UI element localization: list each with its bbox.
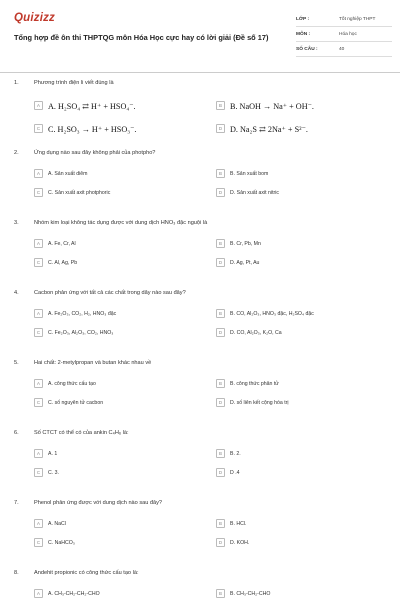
question-header xyxy=(0,290,400,304)
question-text: Ứng dụng nào sau đây không phải của photpho? xyxy=(34,150,156,156)
option-letter-box: A xyxy=(34,379,43,388)
meta-row-class xyxy=(296,12,392,27)
question-header xyxy=(0,80,400,94)
answer-option-c[interactable] xyxy=(34,398,216,407)
answer-option-d[interactable] xyxy=(216,328,398,337)
question-text: Số CTCT có thể có của ankin C₄H₆ là: xyxy=(34,430,129,436)
question-header xyxy=(0,220,400,234)
option-letter-box: A xyxy=(34,449,43,458)
option-text: D. số liên kết cộng hóa trị xyxy=(230,399,289,406)
option-row xyxy=(0,533,400,552)
question-number: 5. xyxy=(14,360,19,366)
question-text: Nhóm kim loại không tác dụng được với dung dịch HNO₃ đặc nguội là xyxy=(34,220,208,226)
option-text: A. CH₃-CH₂-CH₂-CHO xyxy=(48,590,100,597)
question-item xyxy=(0,80,400,150)
answer-option-b[interactable] xyxy=(216,239,398,248)
question-list xyxy=(0,80,400,600)
header-divider xyxy=(0,72,400,73)
question-text: Andehit propionic có công thức cấu tạo là: xyxy=(34,570,139,576)
answer-option-a[interactable] xyxy=(34,239,216,248)
question-header xyxy=(0,360,400,374)
answer-option-b[interactable] xyxy=(216,169,398,178)
option-text: B. Cr, Pb, Mn xyxy=(230,240,261,247)
answer-option-b[interactable] xyxy=(216,589,398,598)
answer-option-c[interactable] xyxy=(34,258,216,267)
meta-label: LỚP : xyxy=(296,16,310,22)
option-letter-box: D xyxy=(216,258,225,267)
option-letter-box: A xyxy=(34,589,43,598)
option-text: B. NaOH → Na⁺ + OH⁻. xyxy=(230,101,314,111)
question-text: Phương trình điện li viết đúng là xyxy=(34,80,114,86)
option-text: C. NaHCO₃ xyxy=(48,539,75,546)
option-letter-box: B xyxy=(216,101,225,110)
option-row xyxy=(0,164,400,183)
answer-option-a[interactable] xyxy=(34,101,216,111)
option-text: A. công thức cấu tạo xyxy=(48,380,96,387)
option-row xyxy=(0,183,400,202)
question-text: Hai chất: 2-metylpropan và butan khác nhau về xyxy=(34,360,152,366)
option-row xyxy=(0,94,400,117)
option-row xyxy=(0,393,400,412)
answer-option-d[interactable] xyxy=(216,124,398,134)
option-row xyxy=(0,514,400,533)
answer-option-c[interactable] xyxy=(34,188,216,197)
option-letter-box: D xyxy=(216,468,225,477)
answer-option-d[interactable] xyxy=(216,188,398,197)
option-text: C. Fe₂O₃, Al₂O₃, CO₂, HNO₃ xyxy=(48,329,114,336)
answer-option-b[interactable] xyxy=(216,379,398,388)
question-header xyxy=(0,430,400,444)
question-item xyxy=(0,500,400,570)
option-letter-box: B xyxy=(216,309,225,318)
option-letter-box: C xyxy=(34,328,43,337)
meta-value: Tốt nghiệp THPT xyxy=(339,16,376,22)
option-text: D .4 xyxy=(230,469,240,476)
option-text: B. CO, Al₂O₃, HNO₃ đặc, H₂SO₄ đặc xyxy=(230,310,314,317)
option-text: B. công thức phân tử xyxy=(230,380,279,387)
question-number: 8. xyxy=(14,570,19,576)
option-text: B. Sản xuất bom xyxy=(230,170,269,177)
option-text: C. số nguyên tử cacbon xyxy=(48,399,104,406)
option-row xyxy=(0,253,400,272)
option-letter-box: A xyxy=(34,101,43,110)
option-text: C. Sản xuất axit photphoric xyxy=(48,189,111,196)
option-letter-box: B xyxy=(216,519,225,528)
question-item xyxy=(0,220,400,290)
meta-table xyxy=(296,12,392,57)
option-text: D. KOH. xyxy=(230,539,250,546)
question-item xyxy=(0,570,400,600)
option-text: C. Al, Ag, Pb xyxy=(48,259,78,266)
option-letter-box: B xyxy=(216,239,225,248)
answer-option-d[interactable] xyxy=(216,468,398,477)
question-item xyxy=(0,150,400,220)
option-letter-box: D xyxy=(216,538,225,547)
question-number: 2. xyxy=(14,150,19,156)
option-row xyxy=(0,117,400,140)
answer-option-b[interactable] xyxy=(216,449,398,458)
answer-option-b[interactable] xyxy=(216,101,398,111)
question-header xyxy=(0,500,400,514)
option-letter-box: B xyxy=(216,169,225,178)
meta-value: Hóa học xyxy=(339,31,357,37)
option-text: A. NaCl xyxy=(48,520,66,527)
document-title: Tổng hợp đề ôn thi THPTQG môn Hóa Học cực hay có lời giải (Đề số 17) xyxy=(14,33,269,42)
option-letter-box: A xyxy=(34,169,43,178)
option-letter-box: A xyxy=(34,309,43,318)
meta-label: SỐ CÂU : xyxy=(296,46,318,52)
worksheet-header xyxy=(0,0,400,62)
option-text: A. H₂SO₄ ⇄ H⁺ + HSO₄⁻. xyxy=(48,101,136,111)
question-text: Cacbon phản ứng với tất cả các chất trong dãy nào sau đây? xyxy=(34,290,186,296)
option-letter-box: A xyxy=(34,519,43,528)
answer-option-a[interactable] xyxy=(34,169,216,178)
answer-option-a[interactable] xyxy=(34,519,216,528)
option-text: A. Fe, Cr, Al xyxy=(48,240,76,247)
option-letter-box: C xyxy=(34,468,43,477)
option-text: D. Na₂S ⇄ 2Na⁺ + S²⁻. xyxy=(230,124,308,134)
quizizz-logo: Quizizz xyxy=(14,12,56,24)
answer-option-d[interactable] xyxy=(216,398,398,407)
option-text: A. 1 xyxy=(48,450,58,457)
option-text: C. 3. xyxy=(48,469,59,476)
answer-option-a[interactable] xyxy=(34,589,216,598)
question-item xyxy=(0,360,400,430)
question-item xyxy=(0,430,400,500)
question-number: 4. xyxy=(14,290,19,296)
option-letter-box: B xyxy=(216,449,225,458)
option-letter-box: A xyxy=(34,239,43,248)
option-text: A. Fe₂O₃, CO₂, H₂, HNO₃ đặc xyxy=(48,310,117,317)
option-row xyxy=(0,234,400,253)
question-number: 3. xyxy=(14,220,19,226)
option-row xyxy=(0,374,400,393)
answer-option-a[interactable] xyxy=(34,379,216,388)
option-row xyxy=(0,584,400,600)
option-row xyxy=(0,323,400,342)
answer-option-d[interactable] xyxy=(216,258,398,267)
option-text: B. HCl. xyxy=(230,520,247,527)
answer-option-c[interactable] xyxy=(34,468,216,477)
answer-option-b[interactable] xyxy=(216,309,398,318)
option-letter-box: C xyxy=(34,188,43,197)
question-header xyxy=(0,570,400,584)
answer-option-a[interactable] xyxy=(34,309,216,318)
option-letter-box: D xyxy=(216,328,225,337)
option-text: C. H₂SO₃ → H⁺ + HSO₃⁻. xyxy=(48,124,137,134)
option-text: D. Ag, Pt, Au xyxy=(230,259,260,266)
question-number: 7. xyxy=(14,500,19,506)
meta-value: 40 xyxy=(339,46,345,52)
meta-label: MÔN : xyxy=(296,31,311,37)
question-item xyxy=(0,290,400,360)
answer-option-b[interactable] xyxy=(216,519,398,528)
option-row xyxy=(0,444,400,463)
answer-option-c[interactable] xyxy=(34,538,216,547)
question-number: 1. xyxy=(14,80,19,86)
option-text: D. Sản xuất axit nitric xyxy=(230,189,280,196)
option-row xyxy=(0,304,400,323)
question-text: Phenol phản ứng được với dung dịch nào sau đây? xyxy=(34,500,163,506)
option-row xyxy=(0,463,400,482)
question-number: 6. xyxy=(14,430,19,436)
option-letter-box: C xyxy=(34,258,43,267)
option-letter-box: C xyxy=(34,124,43,133)
meta-row-question-count xyxy=(296,42,392,57)
option-letter-box: D xyxy=(216,124,225,133)
answer-option-c[interactable] xyxy=(34,124,216,134)
option-letter-box: D xyxy=(216,398,225,407)
option-letter-box: D xyxy=(216,188,225,197)
answer-option-a[interactable] xyxy=(34,449,216,458)
answer-option-c[interactable] xyxy=(34,328,216,337)
option-text: D. CO, Al₂O₃, K₂O, Ca xyxy=(230,329,282,336)
answer-option-d[interactable] xyxy=(216,538,398,547)
meta-row-subject xyxy=(296,27,392,42)
option-letter-box: B xyxy=(216,379,225,388)
option-letter-box: B xyxy=(216,589,225,598)
option-letter-box: C xyxy=(34,538,43,547)
option-text: B. CH₃-CH₂-CHO xyxy=(230,590,271,597)
option-text: B. 2. xyxy=(230,450,241,457)
question-header xyxy=(0,150,400,164)
option-letter-box: C xyxy=(34,398,43,407)
option-text: A. Sản xuất diêm xyxy=(48,170,88,177)
